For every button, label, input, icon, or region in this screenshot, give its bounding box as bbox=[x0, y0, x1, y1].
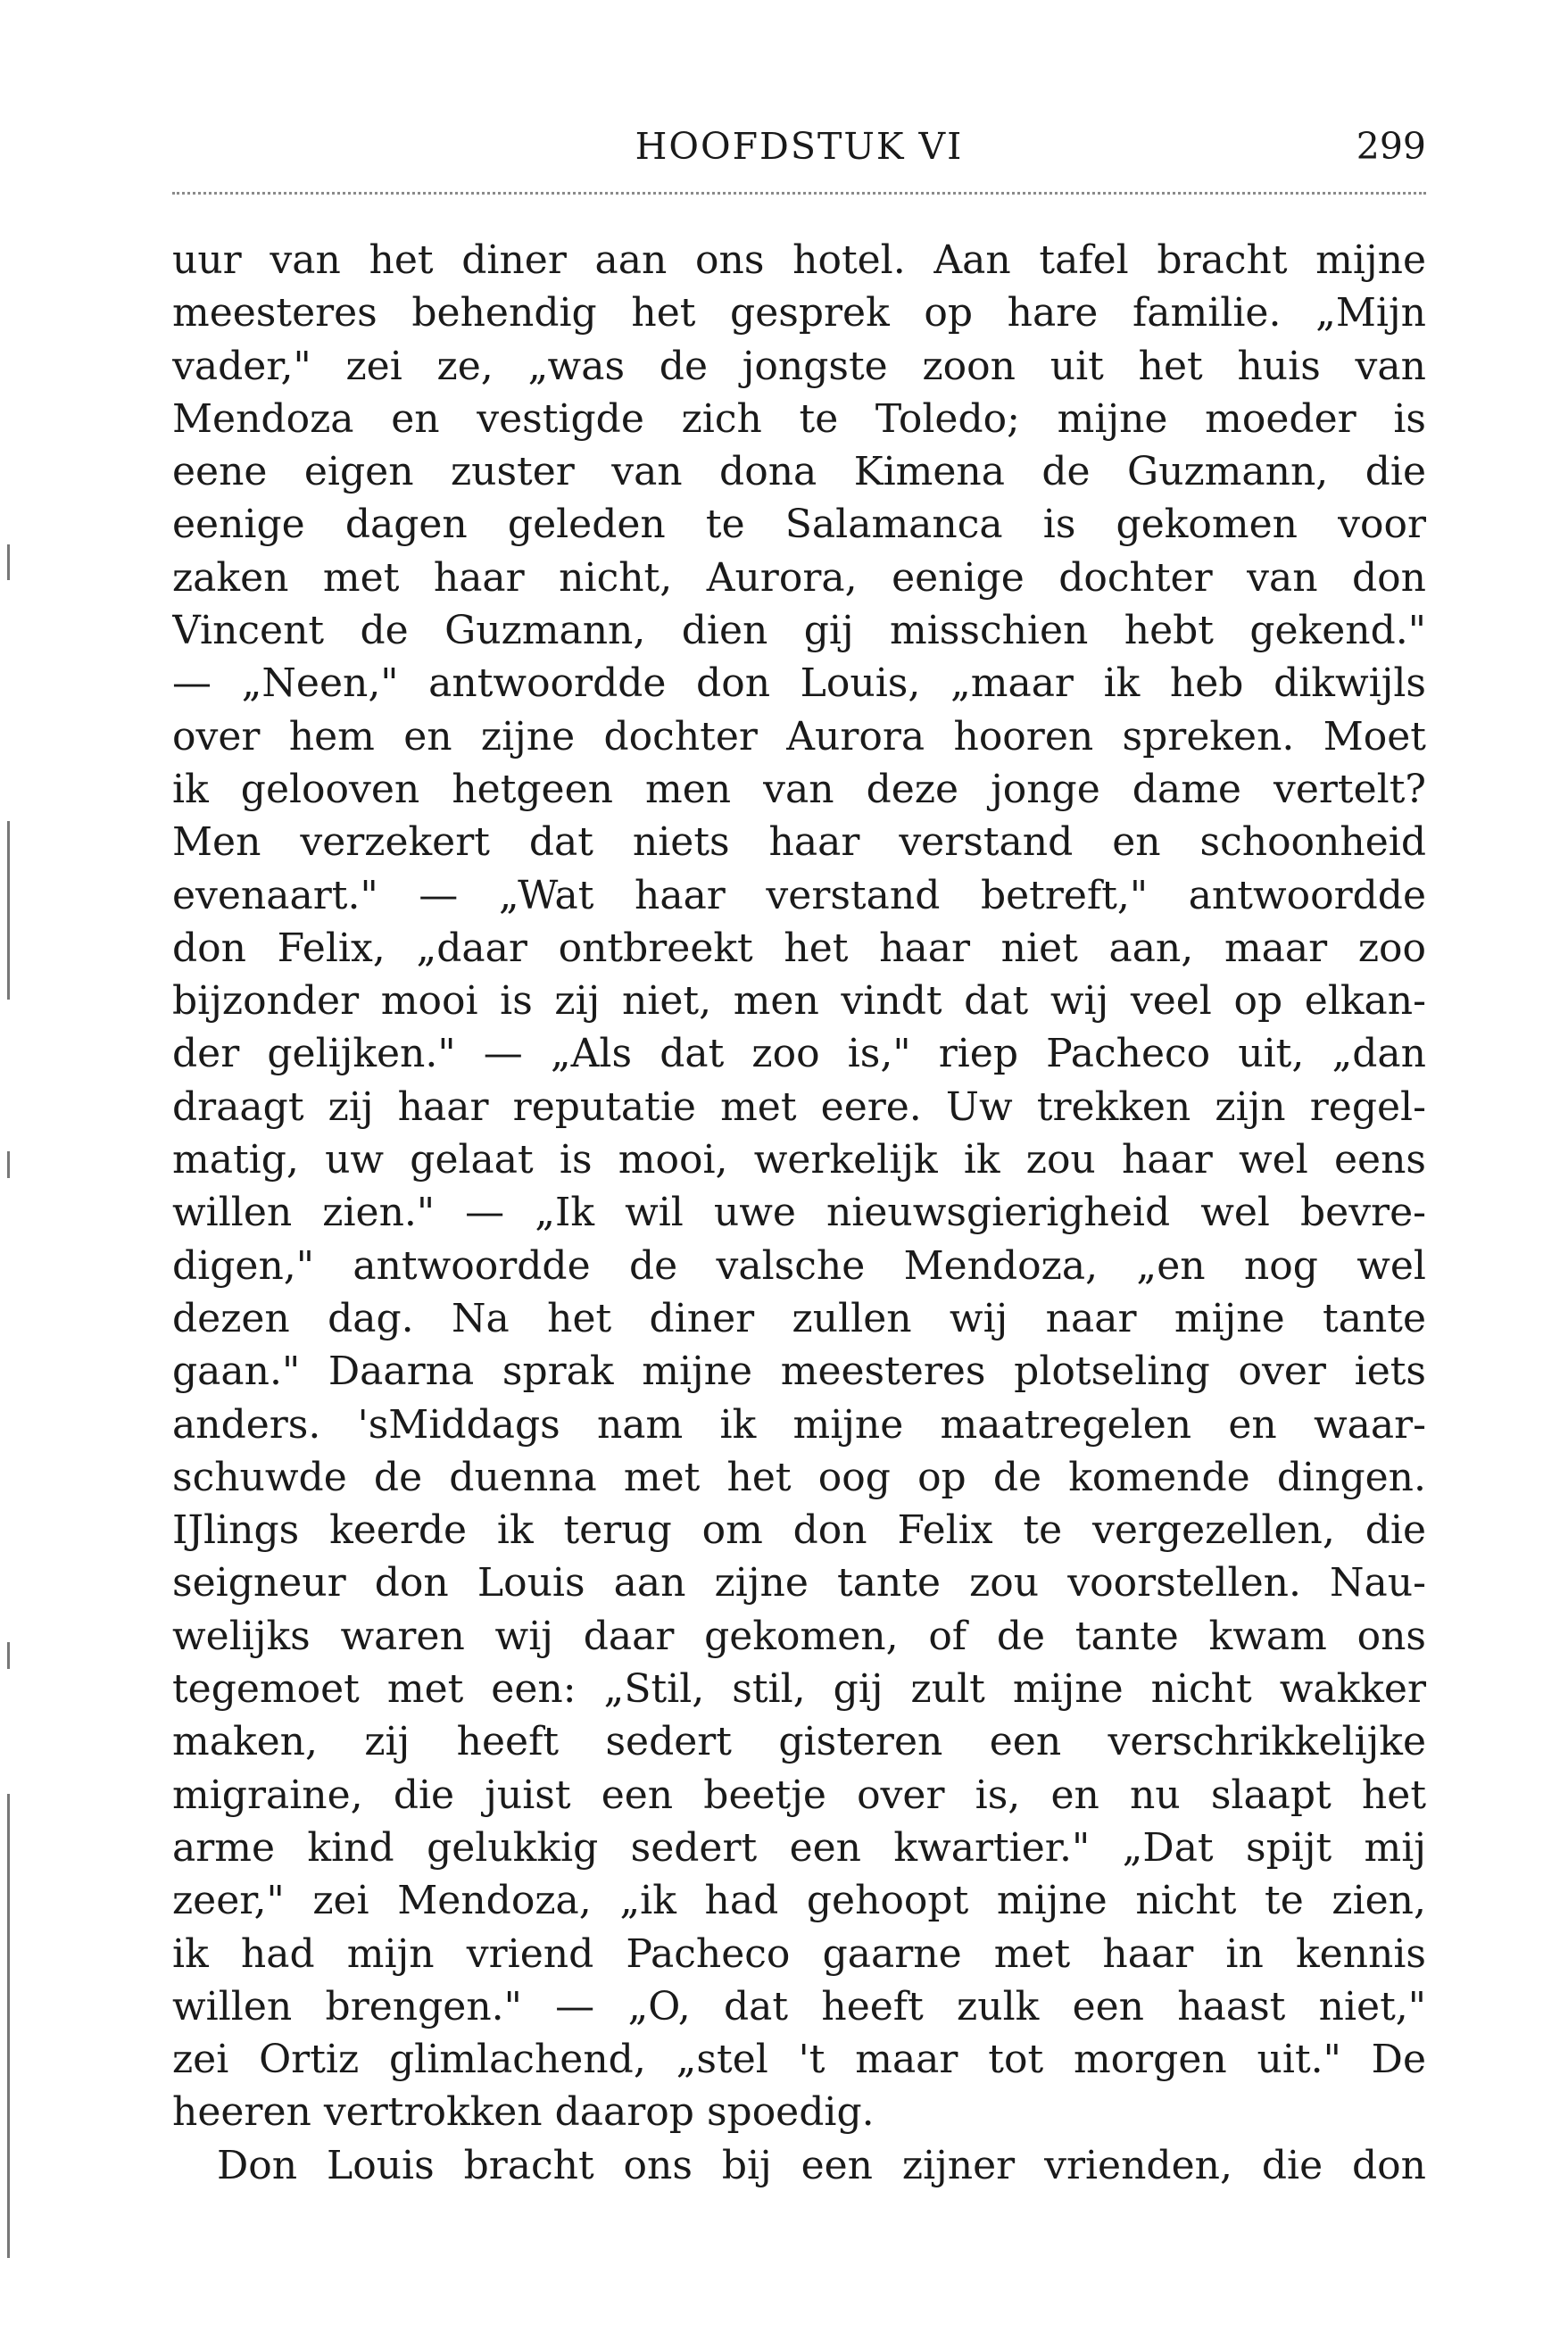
text-line: evenaart." — „Wat haar verstand betreft," antwoordde bbox=[172, 872, 1426, 918]
text-line: zaken met haar nicht, Aurora, eenige dochter van don bbox=[172, 554, 1426, 601]
text-line: schuwde de duenna met het oog op de komende dingen. bbox=[172, 1454, 1426, 1500]
text-line: willen zien." — „Ik wil uwe nieuwsgierigheid wel bevre- bbox=[172, 1190, 1426, 1236]
body-text bbox=[172, 234, 1426, 2192]
text-line: ik had mijn vriend Pacheco gaarne met haar in kennis bbox=[172, 1930, 1426, 1977]
text-line: meesteres behendig het gesprek op hare familie. „Mijn bbox=[172, 290, 1426, 336]
text-line: Vincent de Guzmann, dien gij misschien hebt gekend." bbox=[172, 608, 1426, 654]
text-line: arme kind gelukkig sedert een kwartier." „Dat spijt mij bbox=[172, 1824, 1426, 1871]
margin-scan-mark bbox=[7, 1642, 10, 1669]
text-line: matig, uw gelaat is mooi, werkelijk ik zou haar wel eens bbox=[172, 1137, 1426, 1183]
text-line: zei Ortiz glimlachend, „stel 't maar tot morgen uit." De bbox=[172, 2037, 1426, 2083]
text-line: eene eigen zuster van dona Kimena de Guzmann, die bbox=[172, 449, 1426, 495]
header-divider bbox=[172, 192, 1426, 195]
text-line: uur van het diner aan ons hotel. Aan tafel bracht mijne bbox=[172, 237, 1426, 283]
text-line: maken, zij heeft sedert gisteren een verschrikkelijke bbox=[172, 1719, 1426, 1765]
margin-scan-mark bbox=[7, 1794, 10, 2258]
text-line: IJlings keerde ik terug om don Felix te vergezellen, die bbox=[172, 1507, 1426, 1554]
text-line: over hem en zijne dochter Aurora hooren spreken. Moet bbox=[172, 713, 1426, 759]
text-line: der gelijken." — „Als dat zoo is," riep Pacheco uit, „dan bbox=[172, 1031, 1426, 1077]
text-line: tegemoet met een: „Stil, stil, gij zult mijne nicht wakker bbox=[172, 1666, 1426, 1713]
text-line: digen," antwoordde de valsche Mendoza, „en nog wel bbox=[172, 1242, 1426, 1289]
text-line: willen brengen." — „O, dat heeft zulk een haast niet," bbox=[172, 1983, 1426, 2029]
margin-scan-mark bbox=[7, 1151, 10, 1178]
text-line: seigneur don Louis aan zijne tante zou voorstellen. Nau- bbox=[172, 1560, 1426, 1606]
text-line: eenige dagen geleden te Salamanca is gekomen voor bbox=[172, 502, 1426, 548]
text-line: Men verzekert dat niets haar verstand en schoonheid bbox=[172, 819, 1426, 866]
running-title: HOOFDSTUK VI bbox=[635, 125, 964, 168]
text-line: migraine, die juist een beetje over is, en nu slaapt het bbox=[172, 1772, 1426, 1818]
text-line: welijks waren wij daar gekomen, of de tante kwam ons bbox=[172, 1613, 1426, 1659]
margin-scan-mark bbox=[7, 821, 10, 1000]
text-line: heeren vertrokken daarop spoedig. bbox=[172, 2089, 875, 2136]
text-line: ik gelooven hetgeen men van deze jonge dame vertelt? bbox=[172, 766, 1426, 812]
text-line: gaan." Daarna sprak mijne meesteres plotseling over iets bbox=[172, 1349, 1426, 1395]
text-line: bijzonder mooi is zij niet, men vindt dat wij veel op elkan- bbox=[172, 978, 1426, 1025]
text-line: vader," zei ze, „was de jongste zoon uit het huis van bbox=[172, 343, 1426, 389]
text-line: draagt zij haar reputatie met eere. Uw trekken zijn regel- bbox=[172, 1083, 1426, 1130]
page-number: 299 bbox=[1356, 125, 1426, 168]
margin-scan-mark bbox=[7, 544, 10, 580]
text-line: Mendoza en vestigde zich te Toledo; mijne moeder is bbox=[172, 395, 1426, 442]
text-line: don Felix, „daar ontbreekt het haar niet aan, maar zoo bbox=[172, 925, 1426, 971]
text-line: dezen dag. Na het diner zullen wij naar mijne tante bbox=[172, 1295, 1426, 1341]
text-line: — „Neen," antwoordde don Louis, „maar ik heb dikwijls bbox=[172, 660, 1426, 707]
text-line: Don Louis bracht ons bij een zijner vrienden, die don bbox=[217, 2142, 1426, 2188]
page-header bbox=[172, 123, 1426, 177]
text-line: zeer," zei Mendoza, „ik had gehoopt mijne nicht te zien, bbox=[172, 1878, 1426, 1924]
text-line: anders. 'sMiddags nam ik mijne maatregelen en waar- bbox=[172, 1401, 1426, 1448]
